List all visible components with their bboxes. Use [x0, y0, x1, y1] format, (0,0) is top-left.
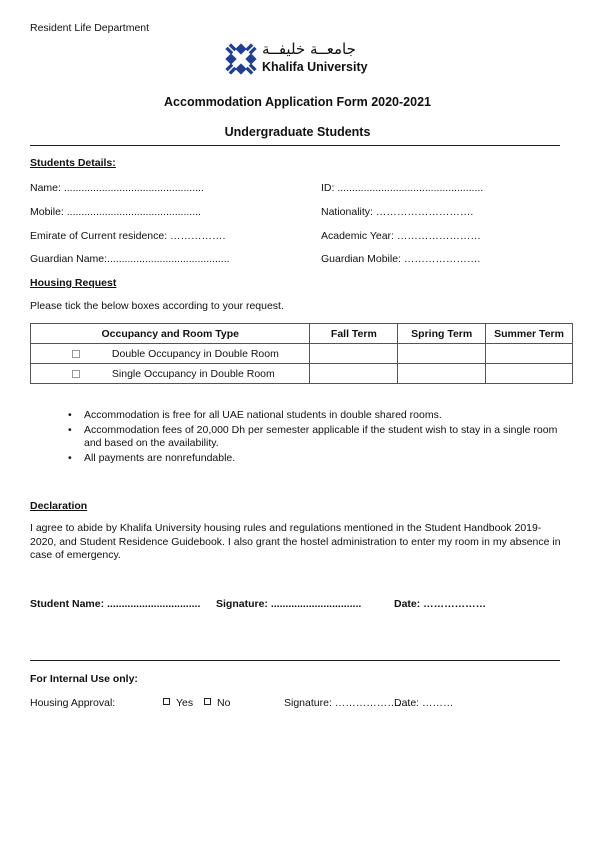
date-field[interactable]: Date: ……………… — [394, 598, 487, 610]
double-room-checkbox[interactable] — [72, 350, 80, 358]
university-logo — [224, 42, 369, 76]
id-field[interactable]: ID: .................................................. — [321, 182, 484, 194]
col-header-occupancy: Occupancy and Room Type — [31, 324, 310, 344]
no-label: No — [217, 697, 231, 709]
no-checkbox[interactable] — [204, 698, 211, 705]
table-row — [31, 344, 573, 364]
form-title: Accommodation Application Form 2020-2021 — [164, 95, 431, 109]
list-item: • Accommodation is free for all UAE national students in double shared rooms. — [68, 409, 563, 423]
department-label: Resident Life Department — [30, 22, 150, 34]
housing-instruction: Please tick the below boxes according to your request. — [30, 300, 284, 312]
table-row — [31, 364, 573, 384]
notes-list — [68, 409, 563, 466]
table-header-row — [31, 324, 573, 344]
approval-yes-option[interactable] — [163, 697, 193, 709]
divider — [30, 660, 560, 661]
summer-cell[interactable] — [486, 364, 573, 384]
list-item: • All payments are nonrefundable. — [68, 452, 563, 466]
row-label-cell — [31, 364, 310, 384]
col-header-spring: Spring Term — [398, 324, 486, 344]
col-header-summer: Summer Term — [486, 324, 573, 344]
students-details-heading: Students Details: — [30, 157, 116, 169]
occupancy-table — [30, 323, 573, 384]
row-label: Double Occupancy in Double Room — [111, 347, 279, 360]
declaration-text: I agree to abide by Khalifa University housing rules and regulations mentioned in the Student Handbook 2019-2020, and Student Residence Guidebook. I also grant the hostel administration to enter my room in my absence in case of emergency. — [30, 522, 561, 561]
logo-mark-icon — [224, 42, 258, 76]
student-name-field[interactable]: Student Name: ................................ — [30, 598, 201, 610]
divider — [30, 145, 560, 146]
housing-approval-label: Housing Approval: — [30, 697, 116, 709]
logo-english-text: Khalifa University — [262, 60, 368, 74]
emirate-field[interactable]: Emirate of Current residence: ……………. — [30, 230, 226, 242]
row-label-cell — [31, 344, 310, 364]
row-label: Single Occupancy in Double Room — [111, 367, 275, 380]
signature-field[interactable]: Signature: ............................... — [216, 598, 362, 610]
academic-year-field[interactable]: Academic Year: …………………… — [321, 230, 481, 242]
yes-label: Yes — [176, 697, 194, 709]
single-room-checkbox[interactable] — [72, 370, 80, 378]
internal-use-heading: For Internal Use only: — [30, 673, 138, 685]
logo-arabic-text: جامعــة خليفــة — [262, 40, 356, 58]
fall-cell[interactable] — [310, 344, 398, 364]
form-subtitle: Undergraduate Students — [224, 125, 371, 139]
guardian-mobile-field[interactable]: Guardian Mobile: …………………. — [321, 253, 481, 265]
list-item: • Accommodation fees of 20,000 Dh per semester applicable if the student wish to stay in a single room and based on the availability. — [68, 424, 563, 451]
nationality-field[interactable]: Nationality: ………………………. — [321, 206, 474, 218]
mobile-field[interactable]: Mobile: .............................................. — [30, 206, 201, 218]
approval-no-option[interactable] — [204, 697, 230, 709]
spring-cell[interactable] — [398, 344, 486, 364]
col-header-fall: Fall Term — [310, 324, 398, 344]
declaration-heading: Declaration — [30, 500, 88, 512]
summer-cell[interactable] — [486, 344, 573, 364]
fall-cell[interactable] — [310, 364, 398, 384]
internal-signature-field[interactable]: Signature: …………………. — [284, 697, 412, 709]
internal-date-field[interactable]: Date: ……… — [394, 697, 454, 709]
yes-checkbox[interactable] — [163, 698, 170, 705]
spring-cell[interactable] — [398, 364, 486, 384]
housing-request-heading: Housing Request — [30, 277, 117, 289]
guardian-name-field[interactable]: Guardian Name:.......................................... — [30, 253, 230, 265]
name-field[interactable]: Name: ................................................ — [30, 182, 204, 194]
